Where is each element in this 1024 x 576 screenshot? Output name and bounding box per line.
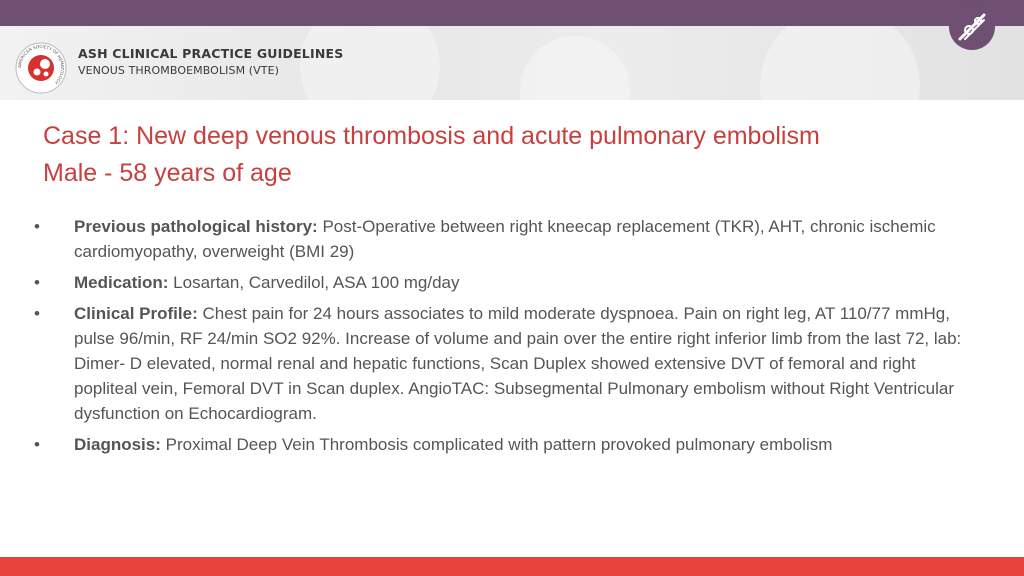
logo-subtitle: VENOUS THROMBOEMBOLISM (VTE): [78, 64, 280, 77]
vein-logo-icon: [948, 3, 996, 51]
top-accent-bar: [0, 0, 1024, 26]
bullet-text: Losartan, Carvedilol, ASA 100 mg/day: [168, 273, 460, 292]
bullet-text: Chest pain for 24 hours associates to mild moderate dyspnoea. Pain on right leg, AT 110/77 mmHg, pulse 96/min, RF 24/min SO2 92%. Increase of volume and pain over the entire right inferior limb from the last 72, lab: Dimer- D elevated, normal renal and hepatic functions, Scan Duplex showed extensive DVT of femoral and right popliteal vein, Femoral DVT in Scan duplex. AngioTAC: Subsegmental Pulmonary embolism without Right Ventricular dysfunction on Echocardiogram.: [74, 304, 962, 423]
logo-title: ASH CLINICAL PRACTICE GUIDELINES: [78, 46, 344, 61]
bullet-clinical-profile: [34, 301, 964, 426]
title-line-1: Case 1: New deep venous thrombosis and acute pulmonary embolism: [43, 122, 820, 150]
bottom-accent-bar: [0, 557, 1024, 576]
ash-seal-icon: [14, 41, 68, 95]
bullet-list: [34, 214, 964, 463]
background-blob: [760, 26, 920, 100]
background-blob: [520, 36, 630, 100]
bullet-label: Clinical Profile:: [74, 304, 198, 323]
bullet-label: Previous pathological history:: [74, 217, 318, 236]
bullet-marker: •: [34, 435, 40, 454]
slide-title: [43, 118, 820, 192]
logo-text: [78, 46, 343, 77]
bullet-text: Proximal Deep Vein Thrombosis complicated with pattern provoked pulmonary embolism: [160, 435, 833, 454]
title-line-2: Male - 58 years of age: [43, 159, 292, 187]
bullet-marker: •: [34, 217, 40, 236]
bullet-marker: •: [34, 273, 40, 292]
seal-text: AMERICAN SOCIETY OF HEMATOLOGY: [16, 43, 66, 86]
bullet-text: Post-Operative between right kneecap replacement (TKR), AHT, chronic ischemic cardiomyopathy, overweight (BMI 29): [74, 217, 936, 261]
bullet-history: [34, 214, 964, 264]
bullet-medication: [34, 270, 964, 295]
header-band: [0, 26, 1024, 100]
bullet-marker: •: [34, 304, 40, 323]
bullet-diagnosis: [34, 432, 964, 457]
bullet-label: Diagnosis:: [74, 435, 161, 454]
bullet-label: Medication:: [74, 273, 169, 292]
